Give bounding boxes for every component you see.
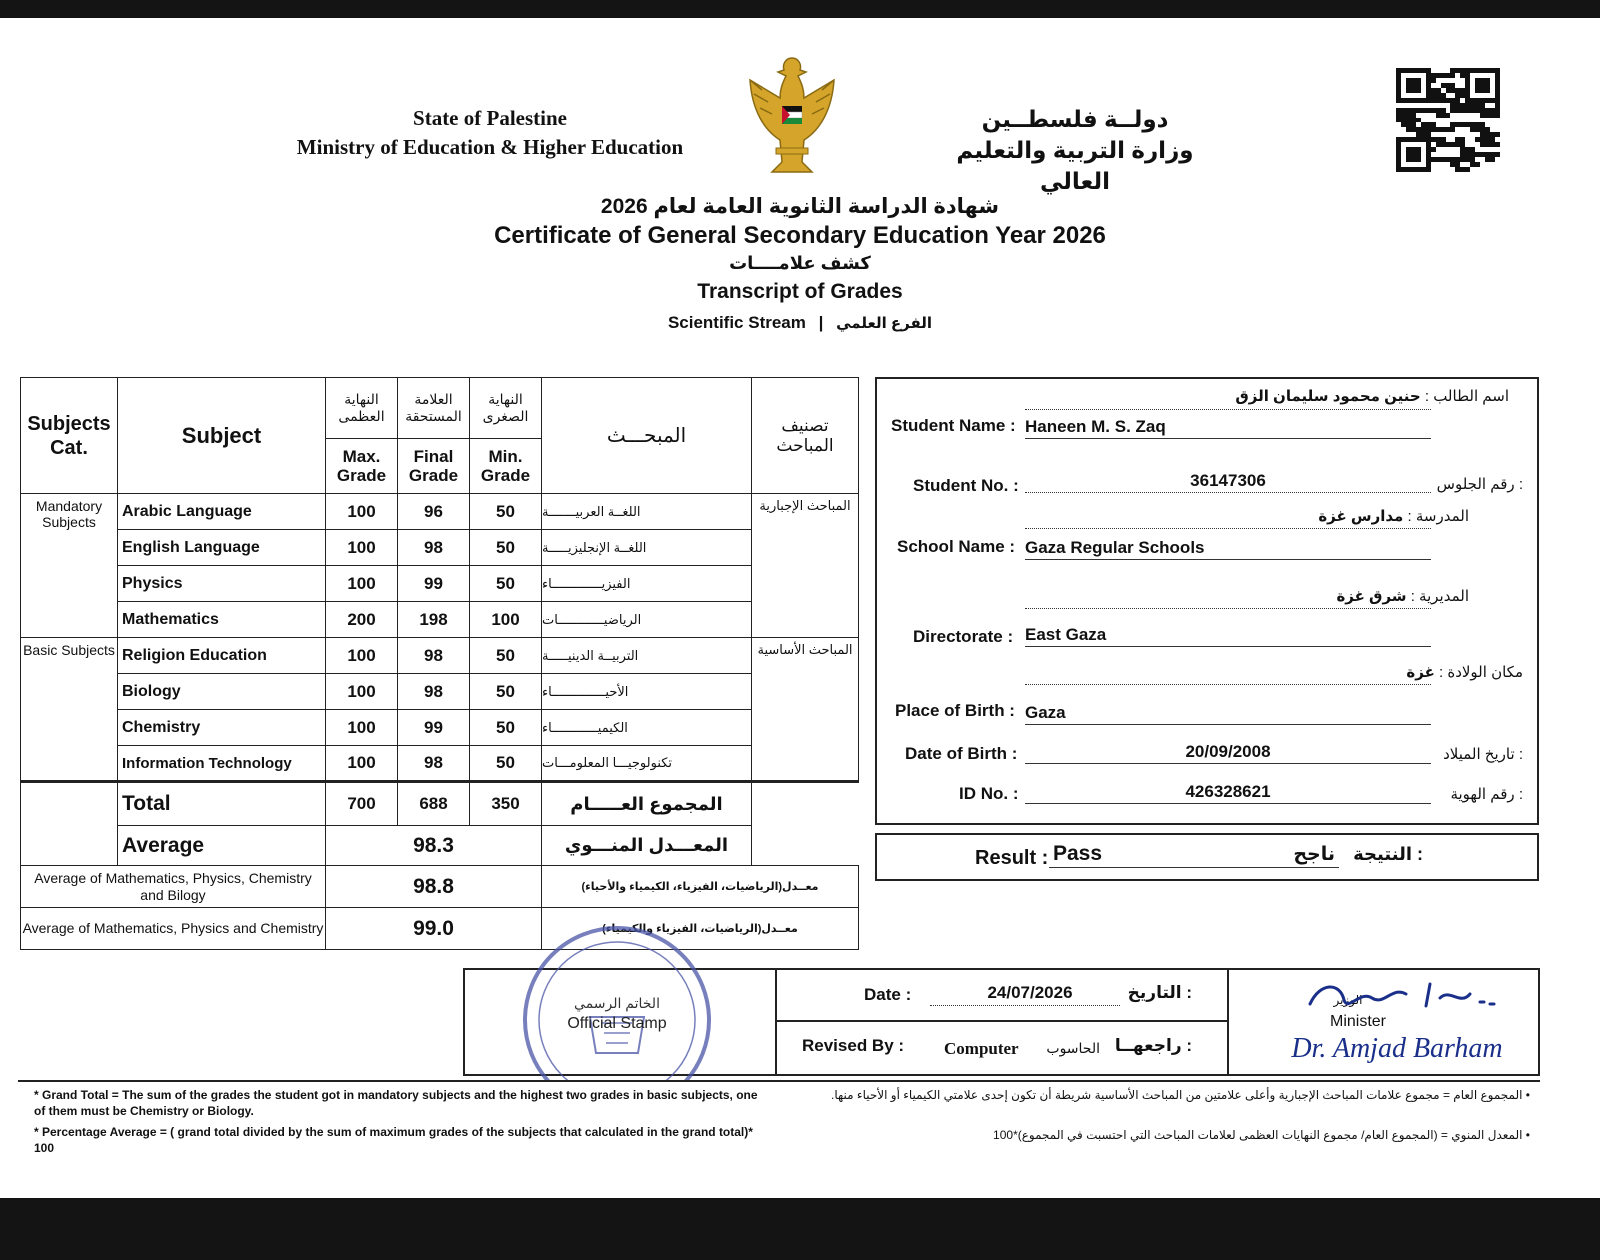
divider-line — [1025, 646, 1431, 647]
school-value: Gaza Regular Schools — [1025, 538, 1205, 557]
max-grade: 100 — [326, 638, 398, 674]
stamp-text-ar: الخاتم الرسمي — [574, 995, 660, 1011]
total-label: Total — [118, 782, 326, 826]
state-ar: دولــة فلسطــين — [981, 106, 1169, 132]
dob-value: 20/09/2008 — [1185, 742, 1271, 761]
avg-mpcb-label-ar: معــدل(الرياضيات، الفيزياء، الكيمياء والأحياء) — [542, 866, 859, 908]
total-row — [21, 782, 859, 826]
final-grade: 98 — [398, 746, 470, 782]
subject-name: Chemistry — [118, 710, 326, 746]
directorate-value: East Gaza — [1025, 625, 1107, 644]
total-min: 350 — [470, 782, 542, 826]
table-row — [21, 674, 859, 710]
ministry-en: Ministry of Education & Higher Education — [296, 135, 684, 159]
footnote-en-1: * Grand Total = The sum of the grades the student got in mandatory subjects and the highest two grades in basic subjects, one of them must be Chemistry or Biology. — [34, 1088, 758, 1118]
transcript-title-ar: كشف علامــــات — [729, 253, 871, 273]
divider-line — [1025, 559, 1431, 560]
subject-name: Information Technology — [118, 746, 326, 782]
date-label: Date : — [864, 985, 912, 1004]
pob-label: Place of Birth : — [895, 701, 1015, 720]
avg-mpc-value: 99.0 — [326, 908, 542, 950]
result-label: Result : — [975, 847, 1049, 869]
result-value: Pass — [1053, 842, 1103, 865]
revised-ar-label: : راجعهــا — [1114, 1036, 1192, 1055]
directorate-label: Directorate : — [913, 627, 1014, 646]
header-max-ar: النهاية العظمى — [326, 378, 398, 439]
cat-mandatory-ar: المباحث الإجبارية — [752, 494, 859, 638]
stream-line — [0, 313, 1600, 333]
average-label: Average — [118, 826, 326, 866]
footnote-ar-1: • المجموع العام = مجموع علامات المباحث الإجبارية وأعلى علامتين من المباحث الأساسية شريطة أن تكون إحدى علامتي الكيمياء أو الأحياء منها. — [831, 1088, 1530, 1102]
min-grade: 50 — [470, 746, 542, 782]
school-label: School Name : — [897, 537, 1016, 556]
result-box — [875, 833, 1539, 881]
pob-ar-row — [923, 663, 1523, 681]
directorate-ar: شرق غزة — [1336, 588, 1407, 605]
school-ar: مدارس غزة — [1318, 508, 1404, 525]
subject-name-ar: اللغــة الإنجليزيـــــة — [542, 530, 752, 566]
subject-name: Religion Education — [118, 638, 326, 674]
directorate-ar-row — [869, 587, 1469, 605]
avg-mpc-label: Average of Mathematics, Physics and Chemistry — [21, 908, 326, 950]
average-value: 98.3 — [326, 826, 542, 866]
min-grade: 50 — [470, 674, 542, 710]
palestine-eagle-emblem-icon — [742, 50, 842, 180]
student-name-value: Haneen M. S. Zaq — [1025, 417, 1166, 436]
avg-mpcb-row — [21, 866, 859, 908]
average-row — [21, 826, 859, 866]
student-name-ar-row — [909, 387, 1509, 405]
final-grade: 96 — [398, 494, 470, 530]
subject-name-ar: الأحيــــــــــــــاء — [542, 674, 752, 710]
date-value: 24/07/2026 — [987, 983, 1073, 1002]
result-value-ar: ناجح — [1293, 844, 1335, 865]
stream-ar: الفرع العلمي — [836, 315, 933, 332]
dob-label: Date of Birth : — [905, 744, 1018, 763]
bottom-bar — [0, 1198, 1600, 1260]
divider-line — [775, 968, 777, 1076]
final-grade: 198 — [398, 602, 470, 638]
divider-line — [1227, 968, 1229, 1076]
final-grade: 98 — [398, 530, 470, 566]
certificate-title-en: Certificate of General Secondary Education Year 2026 — [494, 222, 1106, 249]
subject-name: Mathematics — [118, 602, 326, 638]
final-grade: 99 — [398, 566, 470, 602]
blank-cell — [752, 782, 859, 866]
stream-en: Scientific Stream — [667, 313, 806, 332]
id-ar-label: : رقم الهوية — [1450, 786, 1523, 803]
student-no-ar-label: : رقم الجلوس — [1436, 476, 1523, 493]
student-no-label: Student No. : — [913, 476, 1019, 495]
student-info-box — [875, 377, 1539, 825]
avg-mpc-label-ar: معــدل(الرياضيات، الفيزياء والكيمياء) — [542, 908, 859, 950]
subject-name-ar: تكنولوجيـــا المعلومـــات — [542, 746, 752, 782]
max-grade: 100 — [326, 674, 398, 710]
table-row — [21, 494, 859, 530]
id-label: ID No. : — [959, 784, 1019, 803]
dob-ar-label: : تاريخ الميلاد — [1443, 746, 1523, 763]
table-row — [21, 638, 859, 674]
pob-value: Gaza — [1025, 703, 1066, 722]
subject-name: Biology — [118, 674, 326, 710]
table-row — [21, 710, 859, 746]
min-grade: 50 — [470, 494, 542, 530]
min-grade: 50 — [470, 566, 542, 602]
header-subject: Subject — [118, 378, 326, 494]
header-en — [270, 104, 710, 162]
cat-basic-ar: المباحث الأساسية — [752, 638, 859, 782]
revised-label: Revised By : — [802, 1036, 905, 1055]
total-label-ar: المجموع العـــــام — [542, 782, 752, 826]
average-label-ar: المعـــدل المنـــوي — [542, 826, 752, 866]
subject-name-ar: التربيــة الدينيـــــة — [542, 638, 752, 674]
subject-name: Arabic Language — [118, 494, 326, 530]
signature-scribble-icon — [1300, 976, 1500, 1016]
table-row — [21, 602, 859, 638]
student-name-label: Student Name : — [891, 416, 1016, 435]
header-final-en: Final Grade — [398, 439, 470, 494]
directorate-ar-label: المديرية : — [1410, 588, 1469, 605]
minister-ar: الوزير — [1333, 993, 1363, 1007]
state-en: State of Palestine — [413, 106, 567, 130]
table-row — [21, 566, 859, 602]
header-subject-ar: المبحـــث — [542, 378, 752, 494]
max-grade: 100 — [326, 566, 398, 602]
total-max: 700 — [326, 782, 398, 826]
student-name-ar: حنين محمود سليمان الزق — [1235, 388, 1421, 405]
min-grade: 50 — [470, 530, 542, 566]
divider-line — [1049, 867, 1339, 868]
min-grade: 50 — [470, 710, 542, 746]
max-grade: 200 — [326, 602, 398, 638]
revised-value: Computer — [944, 1039, 1019, 1058]
max-grade: 100 — [326, 746, 398, 782]
min-grade: 50 — [470, 638, 542, 674]
avg-mpcb-label: Average of Mathematics, Physics, Chemistry and Bilogy — [21, 866, 326, 908]
revised-value-ar: الحاسوب — [1046, 1040, 1100, 1056]
stamp-text-en: Official Stamp — [567, 1015, 667, 1032]
student-no-value: 36147306 — [1190, 471, 1266, 490]
divider-line — [1025, 492, 1431, 493]
subject-name: English Language — [118, 530, 326, 566]
divider-line — [1025, 409, 1431, 410]
student-name-ar-label: اسم الطالب : — [1424, 388, 1509, 405]
divider-line — [18, 1080, 1540, 1082]
total-final: 688 — [398, 782, 470, 826]
divider-line — [1025, 803, 1431, 804]
subject-name-ar: الفيزيـــــــــــــاء — [542, 566, 752, 602]
final-grade: 99 — [398, 710, 470, 746]
divider-line — [1025, 438, 1431, 439]
divider-line — [1025, 763, 1431, 764]
header-max-en: Max. Grade — [326, 439, 398, 494]
certificate-title-ar: شهادة الدراسة الثانوية العامة لعام 2026 — [600, 195, 1000, 218]
header-final-ar: العلامة المستحقة — [398, 378, 470, 439]
final-grade: 98 — [398, 638, 470, 674]
grades-table — [20, 377, 859, 950]
divider-line — [1025, 608, 1431, 609]
divider-line — [1025, 684, 1431, 685]
minister-signature: Dr. Amjad Barham — [1291, 1033, 1503, 1064]
subject-name-ar: اللغــة العربيـــــــة — [542, 494, 752, 530]
avg-mpcb-value: 98.8 — [326, 866, 542, 908]
result-label-ar: : النتيجة — [1353, 844, 1423, 864]
header-cat: Subjects Cat. — [21, 378, 118, 494]
divider-line — [775, 1020, 1227, 1022]
final-grade: 98 — [398, 674, 470, 710]
header-min-en: Min. Grade — [470, 439, 542, 494]
subject-name-ar: الكيميــــــــــــاء — [542, 710, 752, 746]
school-ar-label: المدرسة : — [1407, 508, 1469, 525]
avg-mpc-row — [21, 908, 859, 950]
top-bar — [0, 0, 1600, 18]
header-cat-ar: تصنيف المباحث — [752, 378, 859, 494]
divider-line — [930, 1005, 1120, 1006]
header-ar — [940, 104, 1210, 197]
max-grade: 100 — [326, 530, 398, 566]
pob-ar-label: مكان الولادة : — [1439, 664, 1523, 681]
ministry-ar: وزارة التربية والتعليم العالي — [956, 137, 1194, 194]
divider-line — [1025, 528, 1431, 529]
stream-separator: | — [818, 313, 824, 332]
table-row — [21, 530, 859, 566]
header-min-ar: النهاية الصغرى — [470, 378, 542, 439]
footnote-en-2: * Percentage Average = ( grand total divided by the sum of maximum grades of the subjects that calculated in the grand total)* 100 — [34, 1125, 753, 1155]
cat-mandatory: Mandatory Subjects — [21, 494, 118, 638]
id-value: 426328621 — [1185, 782, 1271, 801]
subject-name-ar: الرياضيــــــــــــات — [542, 602, 752, 638]
max-grade: 100 — [326, 494, 398, 530]
minister-label: Minister — [1329, 1013, 1386, 1030]
cat-basic: Basic Subjects — [21, 638, 118, 782]
divider-line — [1025, 724, 1431, 725]
subject-name: Physics — [118, 566, 326, 602]
pob-ar: غزة — [1406, 664, 1435, 681]
footnote-ar-2: • المعدل المنوي = (المجموع العام/ مجموع النهايات العظمى لعلامات المباحث التي احتسبت في المجموع)*100 — [993, 1128, 1530, 1142]
date-ar-label: : التاريخ — [1127, 983, 1192, 1002]
blank-cell — [21, 782, 118, 866]
table-row — [21, 746, 859, 782]
min-grade: 100 — [470, 602, 542, 638]
qr-code-icon — [1396, 68, 1500, 172]
max-grade: 100 — [326, 710, 398, 746]
school-ar-row — [869, 507, 1469, 525]
transcript-title-en: Transcript of Grades — [697, 280, 903, 303]
